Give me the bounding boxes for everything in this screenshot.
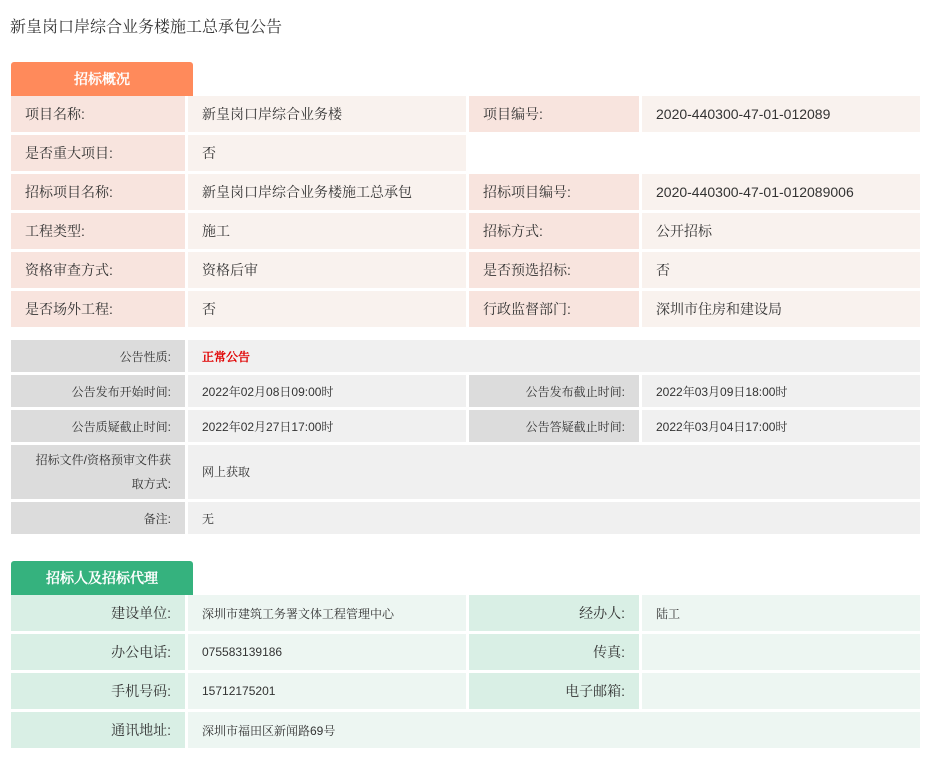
bid-project-name-label: 招标项目名称:: [11, 174, 185, 213]
fax-value: [639, 634, 920, 673]
query-deadline-value: 2022年02月27日17:00时: [185, 410, 466, 445]
notice-type-value: 正常公告: [185, 340, 920, 375]
office-phone-label: 办公电话:: [11, 634, 185, 673]
project-number-value: 2020-440300-47-01-012089: [639, 96, 920, 135]
fax-label: 传真:: [466, 634, 639, 673]
preselection-label: 是否预选招标:: [466, 252, 639, 291]
bid-project-number-label: 招标项目编号:: [466, 174, 639, 213]
major-project-label: 是否重大项目:: [11, 135, 185, 174]
supervision-dept-value: 深圳市住房和建设局: [639, 291, 920, 330]
qualification-review-value: 资格后审: [185, 252, 466, 291]
address-label: 通讯地址:: [11, 712, 185, 751]
table-row: [11, 502, 920, 537]
table-row: [11, 174, 920, 213]
table-row: [11, 340, 920, 375]
announcement-table: [11, 340, 920, 537]
handler-value: 陆工: [639, 595, 920, 634]
project-type-label: 工程类型:: [11, 213, 185, 252]
bidding-method-label: 招标方式:: [466, 213, 639, 252]
email-label: 电子邮箱:: [466, 673, 639, 712]
document-acquisition-value: 网上获取: [185, 445, 920, 502]
project-name-label: 项目名称:: [11, 96, 185, 135]
address-value: 深圳市福田区新闻路69号: [185, 712, 920, 751]
table-row: [11, 445, 920, 502]
mobile-label: 手机号码:: [11, 673, 185, 712]
construction-unit-value: 深圳市建筑工务署文体工程管理中心: [185, 595, 466, 634]
table-row: [11, 595, 920, 634]
bidding-method-value: 公开招标: [639, 213, 920, 252]
table-row: [11, 96, 920, 135]
notice-type-label: 公告性质:: [11, 340, 185, 375]
tenderer-table: [11, 595, 920, 751]
publish-start-label: 公告发布开始时间:: [11, 375, 185, 410]
offsite-project-value: 否: [185, 291, 466, 330]
major-project-value: 否: [185, 135, 466, 174]
office-phone-value: 075583139186: [185, 634, 466, 673]
tab-tenderer-agent[interactable]: 招标人及招标代理: [11, 561, 193, 595]
remarks-label: 备注:: [11, 502, 185, 537]
mobile-value: 15712175201: [185, 673, 466, 712]
handler-label: 经办人:: [466, 595, 639, 634]
table-row: [11, 712, 920, 751]
empty-cell: [466, 135, 920, 174]
publish-end-value: 2022年03月09日18:00时: [639, 375, 920, 410]
construction-unit-label: 建设单位:: [11, 595, 185, 634]
project-name-value: 新皇岗口岸综合业务楼: [185, 96, 466, 135]
table-row: [11, 213, 920, 252]
project-type-value: 施工: [185, 213, 466, 252]
page-title: 新皇岗口岸综合业务楼施工总承包公告: [10, 19, 283, 36]
document-acquisition-label: 招标文件/资格预审文件获取方式:: [11, 445, 185, 502]
table-row: [11, 135, 920, 174]
table-row: [11, 634, 920, 673]
answer-deadline-label: 公告答疑截止时间:: [466, 410, 639, 445]
project-number-label: 项目编号:: [466, 96, 639, 135]
query-deadline-label: 公告质疑截止时间:: [11, 410, 185, 445]
supervision-dept-label: 行政监督部门:: [466, 291, 639, 330]
table-row: [11, 375, 920, 410]
table-row: [11, 252, 920, 291]
offsite-project-label: 是否场外工程:: [11, 291, 185, 330]
tab-bidding-overview[interactable]: 招标概况: [11, 62, 193, 96]
answer-deadline-value: 2022年03月04日17:00时: [639, 410, 920, 445]
preselection-value: 否: [639, 252, 920, 291]
publish-start-value: 2022年02月08日09:00时: [185, 375, 466, 410]
publish-end-label: 公告发布截止时间:: [466, 375, 639, 410]
qualification-review-label: 资格审查方式:: [11, 252, 185, 291]
email-value: [639, 673, 920, 712]
table-row: [11, 291, 920, 330]
bidding-overview-table: [11, 96, 920, 330]
table-row: [11, 410, 920, 445]
remarks-value: 无: [185, 502, 920, 537]
table-row: [11, 673, 920, 712]
bid-project-name-value: 新皇岗口岸综合业务楼施工总承包: [185, 174, 466, 213]
bid-project-number-value: 2020-440300-47-01-012089006: [639, 174, 920, 213]
